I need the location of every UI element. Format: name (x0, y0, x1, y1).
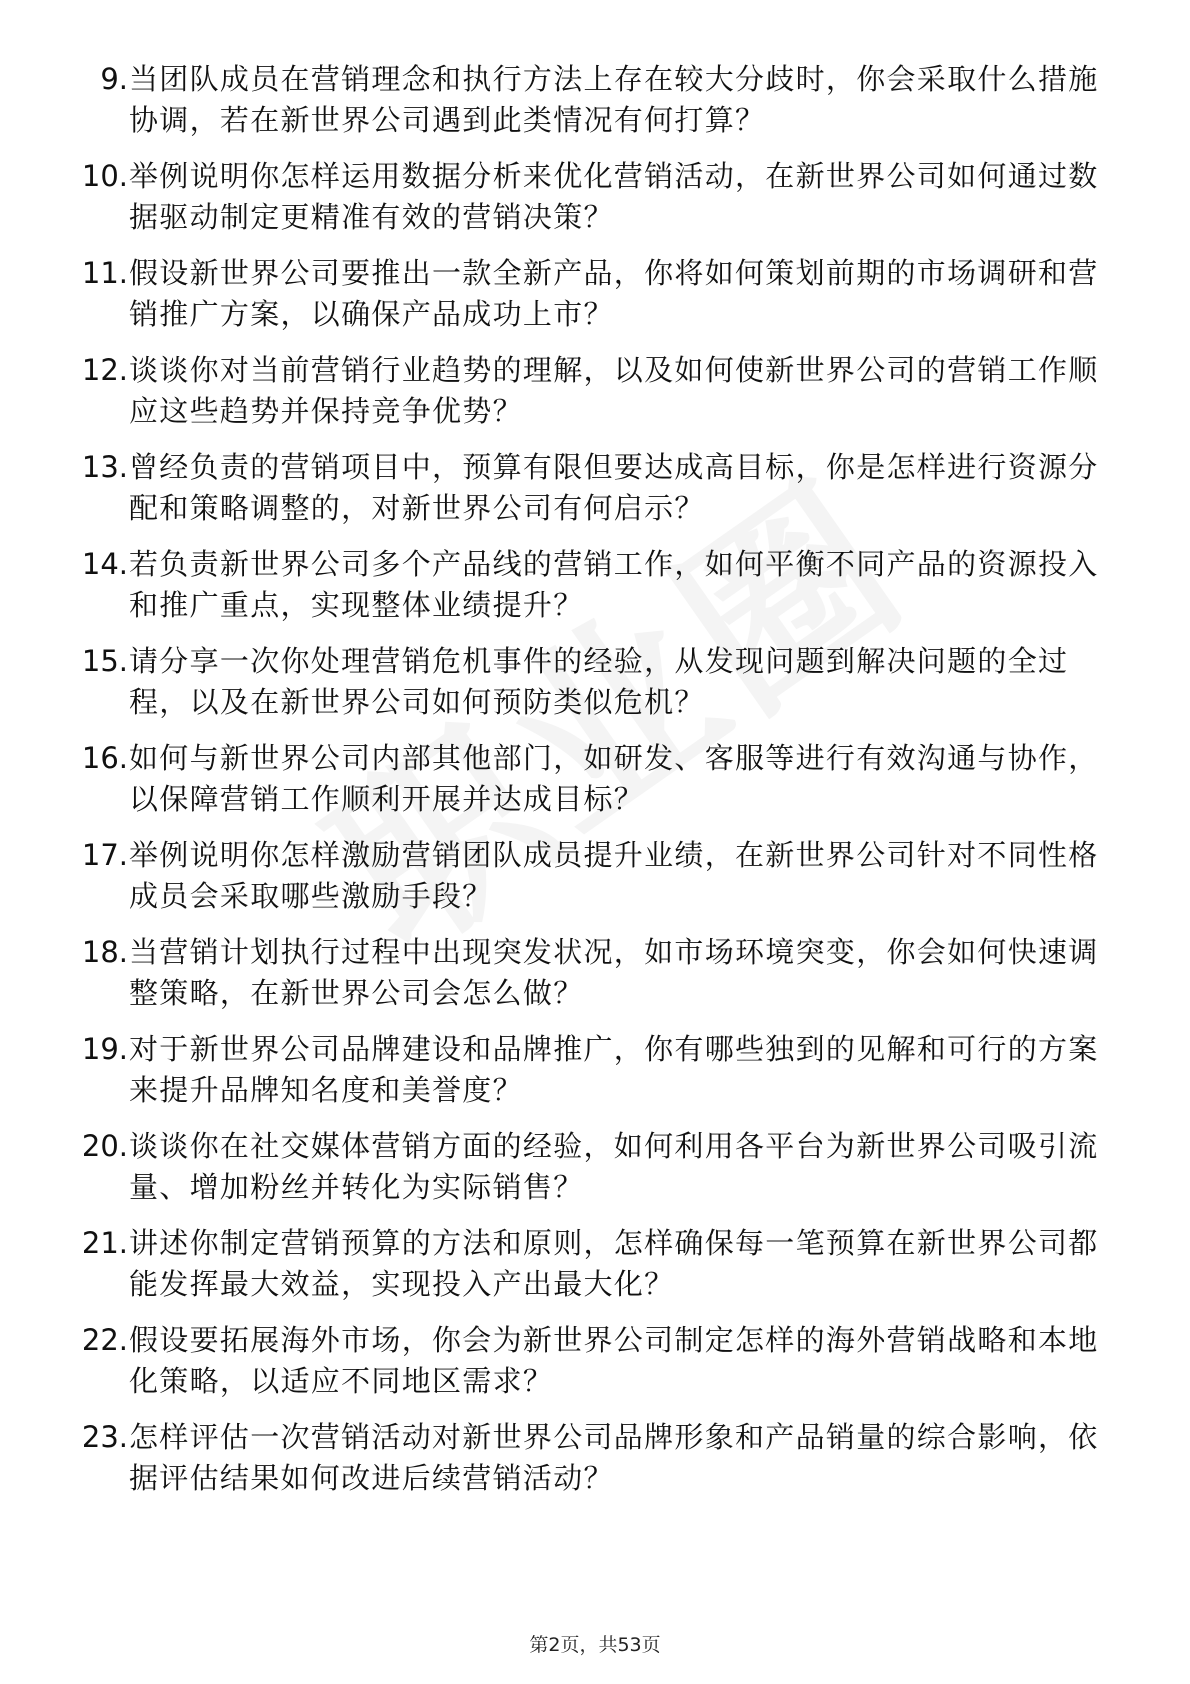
question-number: 11. (81, 256, 128, 290)
question-item (0, 727, 1190, 824)
question-text: 请分享一次你处理营销危机事件的经验，从发现问题到解决问题的全过程，以及在新世界公司如何预防类似危机？ (129, 644, 1069, 719)
question-text: 如何与新世界公司内部其他部门，如研发、客服等进行有效沟通与协作，以保障营销工作顺利开展并达成目标？ (129, 741, 1099, 816)
question-number: 23. (81, 1420, 128, 1454)
question-item (0, 533, 1190, 630)
question-number: 12. (81, 353, 128, 387)
question-item (0, 145, 1190, 242)
question-text: 举例说明你怎样激励营销团队成员提升业绩，在新世界公司针对不同性格成员会采取哪些激励手段？ (129, 838, 1099, 913)
question-text: 谈谈你对当前营销行业趋势的理解，以及如何使新世界公司的营销工作顺应这些趋势并保持竞争优势？ (129, 353, 1099, 428)
question-item (0, 436, 1190, 533)
question-item (0, 1406, 1190, 1503)
question-number: 14. (81, 547, 128, 581)
question-number: 10. (81, 159, 128, 193)
question-item (0, 630, 1190, 727)
question-text: 对于新世界公司品牌建设和品牌推广，你有哪些独到的见解和可行的方案来提升品牌知名度和美誉度？ (129, 1032, 1099, 1107)
question-number: 18. (81, 935, 128, 969)
question-text: 假设要拓展海外市场，你会为新世界公司制定怎样的海外营销战略和本地化策略，以适应不同地区需求？ (129, 1323, 1099, 1398)
question-item (0, 1309, 1190, 1406)
question-list (0, 48, 1190, 1503)
question-number: 13. (81, 450, 128, 484)
question-number: 9. (100, 62, 128, 96)
question-text: 谈谈你在社交媒体营销方面的经验，如何利用各平台为新世界公司吸引流量、增加粉丝并转化为实际销售？ (129, 1129, 1099, 1204)
question-number: 21. (81, 1226, 128, 1260)
question-text: 当团队成员在营销理念和执行方法上存在较大分歧时，你会采取什么措施协调，若在新世界公司遇到此类情况有何打算？ (129, 62, 1099, 137)
question-text: 怎样评估一次营销活动对新世界公司品牌形象和产品销量的综合影响，依据评估结果如何改进后续营销活动？ (129, 1420, 1099, 1495)
question-text: 若负责新世界公司多个产品线的营销工作，如何平衡不同产品的资源投入和推广重点，实现整体业绩提升？ (129, 547, 1099, 622)
question-item (0, 1115, 1190, 1212)
question-number: 15. (81, 644, 128, 678)
page-footer: 第2页，共53页 (529, 1634, 661, 1656)
question-text: 曾经负责的营销项目中，预算有限但要达成高目标，你是怎样进行资源分配和策略调整的，对新世界公司有何启示？ (129, 450, 1099, 525)
question-item (0, 1018, 1190, 1115)
question-item (0, 339, 1190, 436)
question-number: 22. (81, 1323, 128, 1357)
question-number: 17. (81, 838, 128, 872)
question-item (0, 1212, 1190, 1309)
question-item (0, 242, 1190, 339)
question-item (0, 48, 1190, 145)
question-item (0, 824, 1190, 921)
question-text: 假设新世界公司要推出一款全新产品，你将如何策划前期的市场调研和营销推广方案，以确保产品成功上市？ (129, 256, 1099, 331)
question-text: 讲述你制定营销预算的方法和原则，怎样确保每一笔预算在新世界公司都能发挥最大效益，实现投入产出最大化？ (129, 1226, 1099, 1301)
question-text: 举例说明你怎样运用数据分析来优化营销活动，在新世界公司如何通过数据驱动制定更精准有效的营销决策？ (129, 159, 1099, 234)
question-text: 当营销计划执行过程中出现突发状况，如市场环境突变，你会如何快速调整策略，在新世界公司会怎么做？ (129, 935, 1099, 1010)
question-number: 20. (81, 1129, 128, 1163)
question-number: 16. (81, 741, 128, 775)
question-number: 19. (81, 1032, 128, 1066)
question-item (0, 921, 1190, 1018)
